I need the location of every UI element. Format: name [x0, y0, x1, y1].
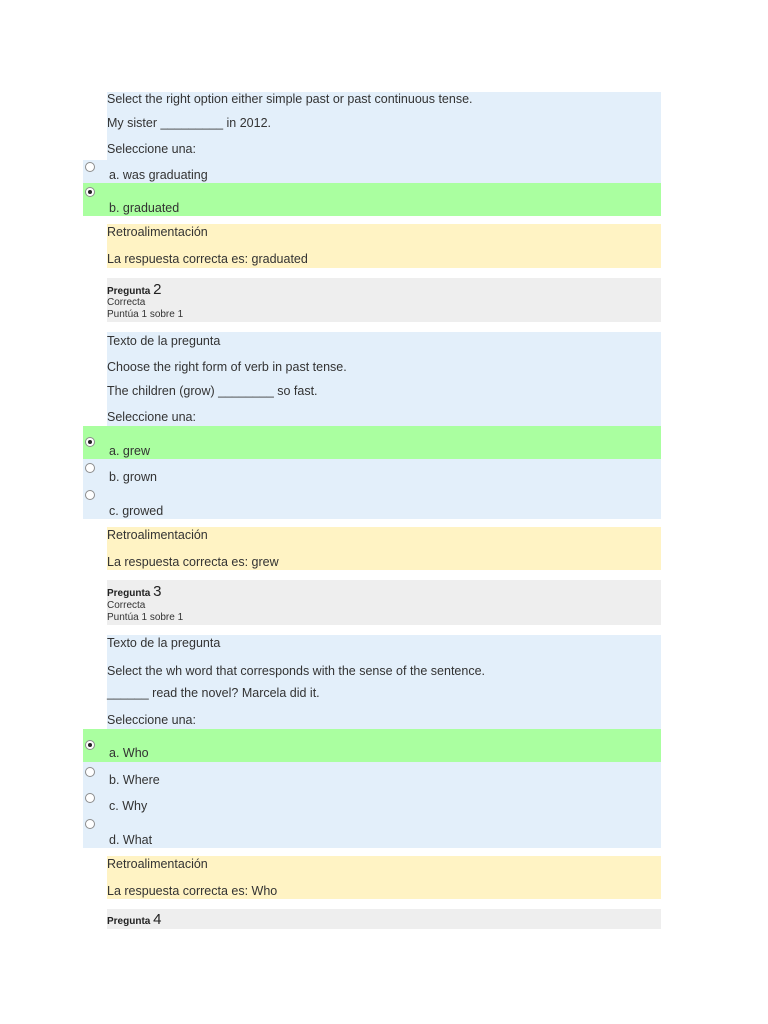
q3-info-block — [107, 580, 661, 625]
q3-sentence: ______ read the novel? Marcela did it. — [107, 686, 320, 700]
q1-option-b-label[interactable]: b. graduated — [109, 201, 180, 215]
q2-sentence: The children (grow) ________ so fast. — [107, 384, 318, 398]
q3-header-word: Pregunta — [107, 588, 151, 599]
q1-feedback-answer: La respuesta correcta es: graduated — [107, 252, 308, 266]
q3-status: Correcta — [107, 600, 146, 611]
q3-feedback-answer: La respuesta correcta es: Who — [107, 884, 278, 898]
q3-select-one: Seleccione una: — [107, 713, 196, 727]
q3-header — [107, 583, 161, 600]
q2-option-a-row[interactable] — [83, 426, 661, 459]
q1-select-one: Seleccione una: — [107, 142, 196, 156]
q3-feedback-title: Retroalimentación — [107, 857, 208, 871]
q1-option-a-radio[interactable] — [85, 162, 95, 172]
q4-header-word: Pregunta — [107, 916, 151, 927]
q2-info-block — [107, 278, 661, 322]
q1-option-a-label[interactable]: a. was graduating — [109, 168, 208, 182]
q3-option-d-radio[interactable] — [85, 819, 95, 829]
q2-instruction: Choose the right form of verb in past tense. — [107, 360, 347, 374]
q2-option-b-radio[interactable] — [85, 463, 95, 473]
q4-number: 4 — [153, 911, 162, 928]
q2-option-a-label[interactable]: a. grew — [109, 444, 150, 458]
q3-option-b-row[interactable] — [83, 762, 661, 788]
q3-score: Puntúa 1 sobre 1 — [107, 612, 184, 623]
q4-info-block — [107, 909, 661, 929]
q3-option-d-label[interactable]: d. What — [109, 833, 153, 847]
q3-option-c-radio[interactable] — [85, 793, 95, 803]
q2-option-c-radio[interactable] — [85, 490, 95, 500]
q2-question-label: Texto de la pregunta — [107, 334, 221, 348]
q4-header — [107, 911, 161, 928]
q2-option-c-row[interactable] — [83, 485, 661, 519]
q1-sentence: My sister _________ in 2012. — [107, 116, 271, 130]
q3-option-a-row[interactable] — [83, 729, 661, 762]
q3-option-b-label[interactable]: b. Where — [109, 773, 160, 787]
q3-option-a-label[interactable]: a. Who — [109, 746, 149, 760]
q2-option-c-label[interactable]: c. growed — [109, 504, 164, 518]
q3-option-b-radio[interactable] — [85, 767, 95, 777]
q2-header-word: Pregunta — [107, 286, 151, 297]
q3-instruction: Select the wh word that corresponds with the sense of the sentence. — [107, 664, 485, 678]
q2-header — [107, 281, 161, 298]
q2-select-one: Seleccione una: — [107, 410, 196, 424]
q3-question-label: Texto de la pregunta — [107, 636, 221, 650]
q2-number: 2 — [153, 281, 162, 298]
q3-option-d-row[interactable] — [83, 814, 661, 848]
q3-option-c-row[interactable] — [83, 788, 661, 814]
q2-option-a-radio[interactable] — [85, 437, 95, 447]
q2-feedback-title: Retroalimentación — [107, 528, 208, 542]
q1-option-b-radio[interactable] — [85, 187, 95, 197]
q2-option-b-row[interactable] — [83, 459, 661, 485]
q2-status: Correcta — [107, 297, 146, 308]
q1-feedback-title: Retroalimentación — [107, 225, 208, 239]
q3-option-a-radio[interactable] — [85, 740, 95, 750]
q1-instruction: Select the right option either simple past or past continuous tense. — [107, 92, 473, 106]
q2-option-b-label[interactable]: b. grown — [109, 470, 157, 484]
q2-feedback-answer: La respuesta correcta es: grew — [107, 555, 279, 569]
q2-score: Puntúa 1 sobre 1 — [107, 309, 184, 320]
q3-number: 3 — [153, 583, 162, 600]
q3-option-c-label[interactable]: c. Why — [109, 799, 148, 813]
